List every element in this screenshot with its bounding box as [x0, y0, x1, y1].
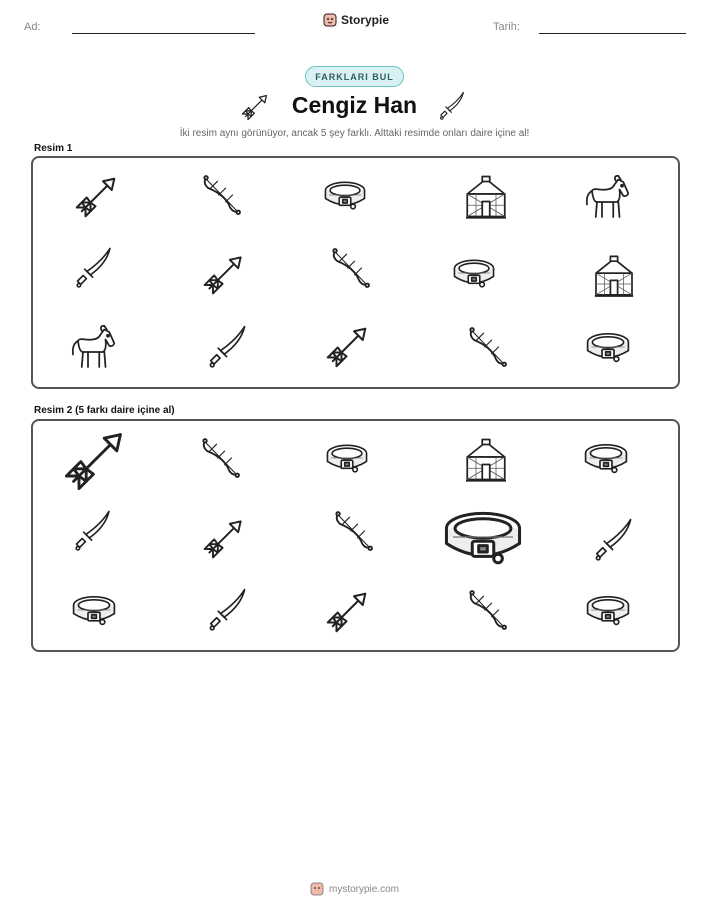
- arrow-icon[interactable]: [66, 435, 120, 489]
- page-title: Cengiz Han: [291, 92, 418, 118]
- footer-url: mystorypie.com: [328, 883, 399, 895]
- picture1-label: Resim 1: [34, 143, 73, 154]
- sword-icon[interactable]: [596, 520, 630, 560]
- belt-icon[interactable]: [74, 597, 115, 625]
- bow-icon[interactable]: [203, 439, 239, 477]
- name-label: Ad:: [24, 21, 41, 33]
- belt-icon[interactable]: [588, 597, 629, 625]
- date-label: Tarih:: [493, 21, 520, 33]
- belt-icon[interactable]: [586, 445, 627, 473]
- bow-icon[interactable]: [336, 512, 372, 550]
- belt-icon[interactable]: [446, 513, 519, 562]
- belt-icon[interactable]: [327, 445, 366, 471]
- sword-icon[interactable]: [76, 511, 109, 550]
- arrow-icon[interactable]: [205, 521, 241, 557]
- instructions: İki resim aynı görünüyor, ancak 5 şey farklı. Alttaki resimde onları daire içine al!: [179, 128, 530, 139]
- footer: [0, 882, 709, 896]
- brand-name: Storypie: [341, 13, 390, 27]
- picture2-label: Resim 2 (5 farkı daire içine al): [34, 405, 175, 416]
- sword-icon[interactable]: [210, 590, 244, 630]
- worksheet-type-badge: FARKLARI BUL: [305, 66, 404, 87]
- bow-icon[interactable]: [470, 591, 506, 629]
- storypie-logo-icon: [310, 882, 324, 896]
- arrow-icon[interactable]: [328, 594, 366, 632]
- yurt-icon[interactable]: [466, 440, 506, 481]
